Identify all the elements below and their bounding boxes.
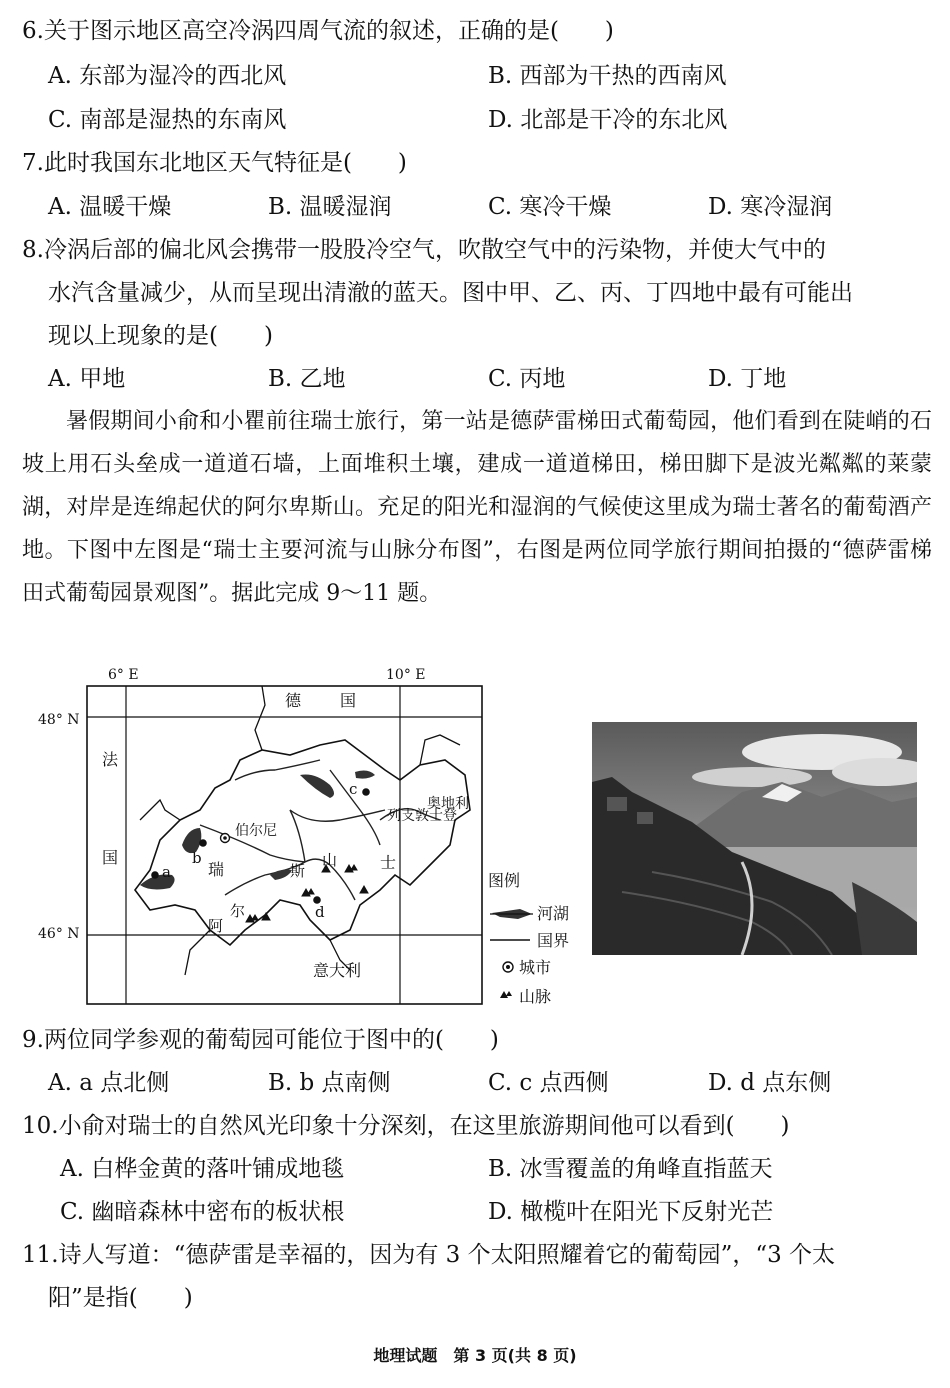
q11-stem-line2: 阳”是指( ): [48, 1285, 193, 1311]
label-si: 斯: [290, 862, 306, 880]
lon-10e-label: 10° E: [386, 667, 426, 683]
q7-option-d: D. 寒冷湿润: [708, 194, 833, 220]
passage: [22, 400, 932, 615]
q7-stem: 7.此时我国东北地区天气特征是( ): [22, 150, 407, 176]
point-d-label: d: [315, 903, 325, 921]
lon-6e-label: 6° E: [108, 667, 139, 683]
q7-option-a: A. 温暖干燥: [48, 194, 172, 220]
label-fa-2: 国: [102, 848, 119, 867]
q9-option-c: C. c 点西侧: [488, 1070, 609, 1096]
passage-text: 暑假期间小俞和小瞿前往瑞士旅行，第一站是德萨雷梯田式葡萄园，他们看到在陡峭的石坡上用石头垒成一道道石墙，上面堆积土壤，建成一道道梯田，梯田脚下是波光粼粼的莱蒙湖，对岸是连绵起伏的阿尔卑斯山。充足的阳光和湿润的气候使这里成为瑞士著名的葡萄酒产地。下图中左图是“瑞士主要河流与山脉分布图”，右图是两位同学旅行期间拍摄的“德萨雷梯田式葡萄园景观图”。据此完成 9～11 题。: [22, 409, 932, 606]
legend-title: 图例: [488, 871, 521, 890]
q10-option-c: C. 幽暗森林中密布的板状根: [60, 1199, 345, 1225]
q9-stem: 9.两位同学参观的葡萄园可能位于图中的( ): [22, 1027, 499, 1053]
q6-option-d: D. 北部是干冷的东北风: [488, 107, 728, 133]
q7-option-b: B. 温暖湿润: [268, 194, 392, 220]
label-italy: 意大利: [313, 961, 362, 980]
lat-46n-label: 46° N: [38, 926, 80, 942]
label-austria: 奥地利: [427, 796, 469, 812]
label-liechtenstein: 列支敦士登: [387, 808, 457, 824]
legend-mountain: 山脉: [519, 987, 552, 1006]
switzerland-map: [0, 660, 590, 1010]
vineyard-photo: [592, 722, 917, 955]
q6-option-a: A. 东部为湿冷的西北风: [48, 63, 287, 89]
label-de-1: 德: [285, 691, 302, 710]
page-footer: 地理试题 第 3 页(共 8 页): [373, 1346, 577, 1365]
q9-option-d: D. d 点东侧: [708, 1070, 832, 1096]
q8-option-a: A. 甲地: [48, 366, 126, 392]
map-drawing: [0, 660, 590, 1010]
q8-stem-line1: 8.冷涡后部的偏北风会携带一股股冷空气，吹散空气中的污染物，并使大气中的: [22, 237, 826, 263]
legend-city: 城市: [519, 958, 552, 977]
q10-option-d: D. 橄榄叶在阳光下反射光芒: [488, 1199, 774, 1225]
label-shan: 山: [322, 851, 338, 869]
point-b-label: b: [192, 849, 202, 867]
q8-stem-line3: 现以上现象的是( ): [48, 323, 273, 349]
label-shi: 士: [380, 853, 397, 872]
q8-option-c: C. 丙地: [488, 366, 566, 392]
lat-48n-label: 48° N: [38, 712, 80, 728]
q8-stem-line2: 水汽含量减少，从而呈现出清澈的蓝天。图中甲、乙、丙、丁四地中最有可能出: [48, 280, 853, 306]
q10-option-b: B. 冰雪覆盖的角峰直指蓝天: [488, 1156, 773, 1182]
q6-option-c: C. 南部是湿热的东南风: [48, 107, 287, 133]
q10-stem: 10.小俞对瑞士的自然风光印象十分深刻，在这里旅游期间他可以看到( ): [22, 1113, 790, 1139]
point-a-label: a: [162, 863, 171, 881]
label-fa-1: 法: [102, 750, 119, 769]
legend-river: 河湖: [537, 904, 570, 923]
q11-stem-line1: 11.诗人写道：“德萨雷是幸福的，因为有 3 个太阳照耀着它的葡萄园”，“3 个太: [22, 1242, 836, 1268]
q9-option-a: A. a 点北侧: [48, 1070, 170, 1096]
q6-option-b: B. 西部为干热的西南风: [488, 63, 727, 89]
q10-option-a: A. 白桦金黄的落叶铺成地毯: [60, 1156, 345, 1182]
q8-option-b: B. 乙地: [268, 366, 346, 392]
label-rui: 瑞: [208, 860, 225, 879]
q8-option-d: D. 丁地: [708, 366, 787, 392]
q9-option-b: B. b 点南侧: [268, 1070, 391, 1096]
q6-stem: 6.关于图示地区高空冷涡四周气流的叙述，正确的是( ): [22, 18, 614, 44]
label-de-2: 国: [340, 691, 357, 710]
point-c-label: c: [349, 780, 358, 798]
legend-border: 国界: [537, 931, 570, 950]
label-er: 尔: [230, 902, 246, 920]
q7-option-c: C. 寒冷干燥: [488, 194, 612, 220]
label-a-char: 阿: [208, 917, 224, 935]
label-bern: 伯尔尼: [235, 823, 277, 839]
